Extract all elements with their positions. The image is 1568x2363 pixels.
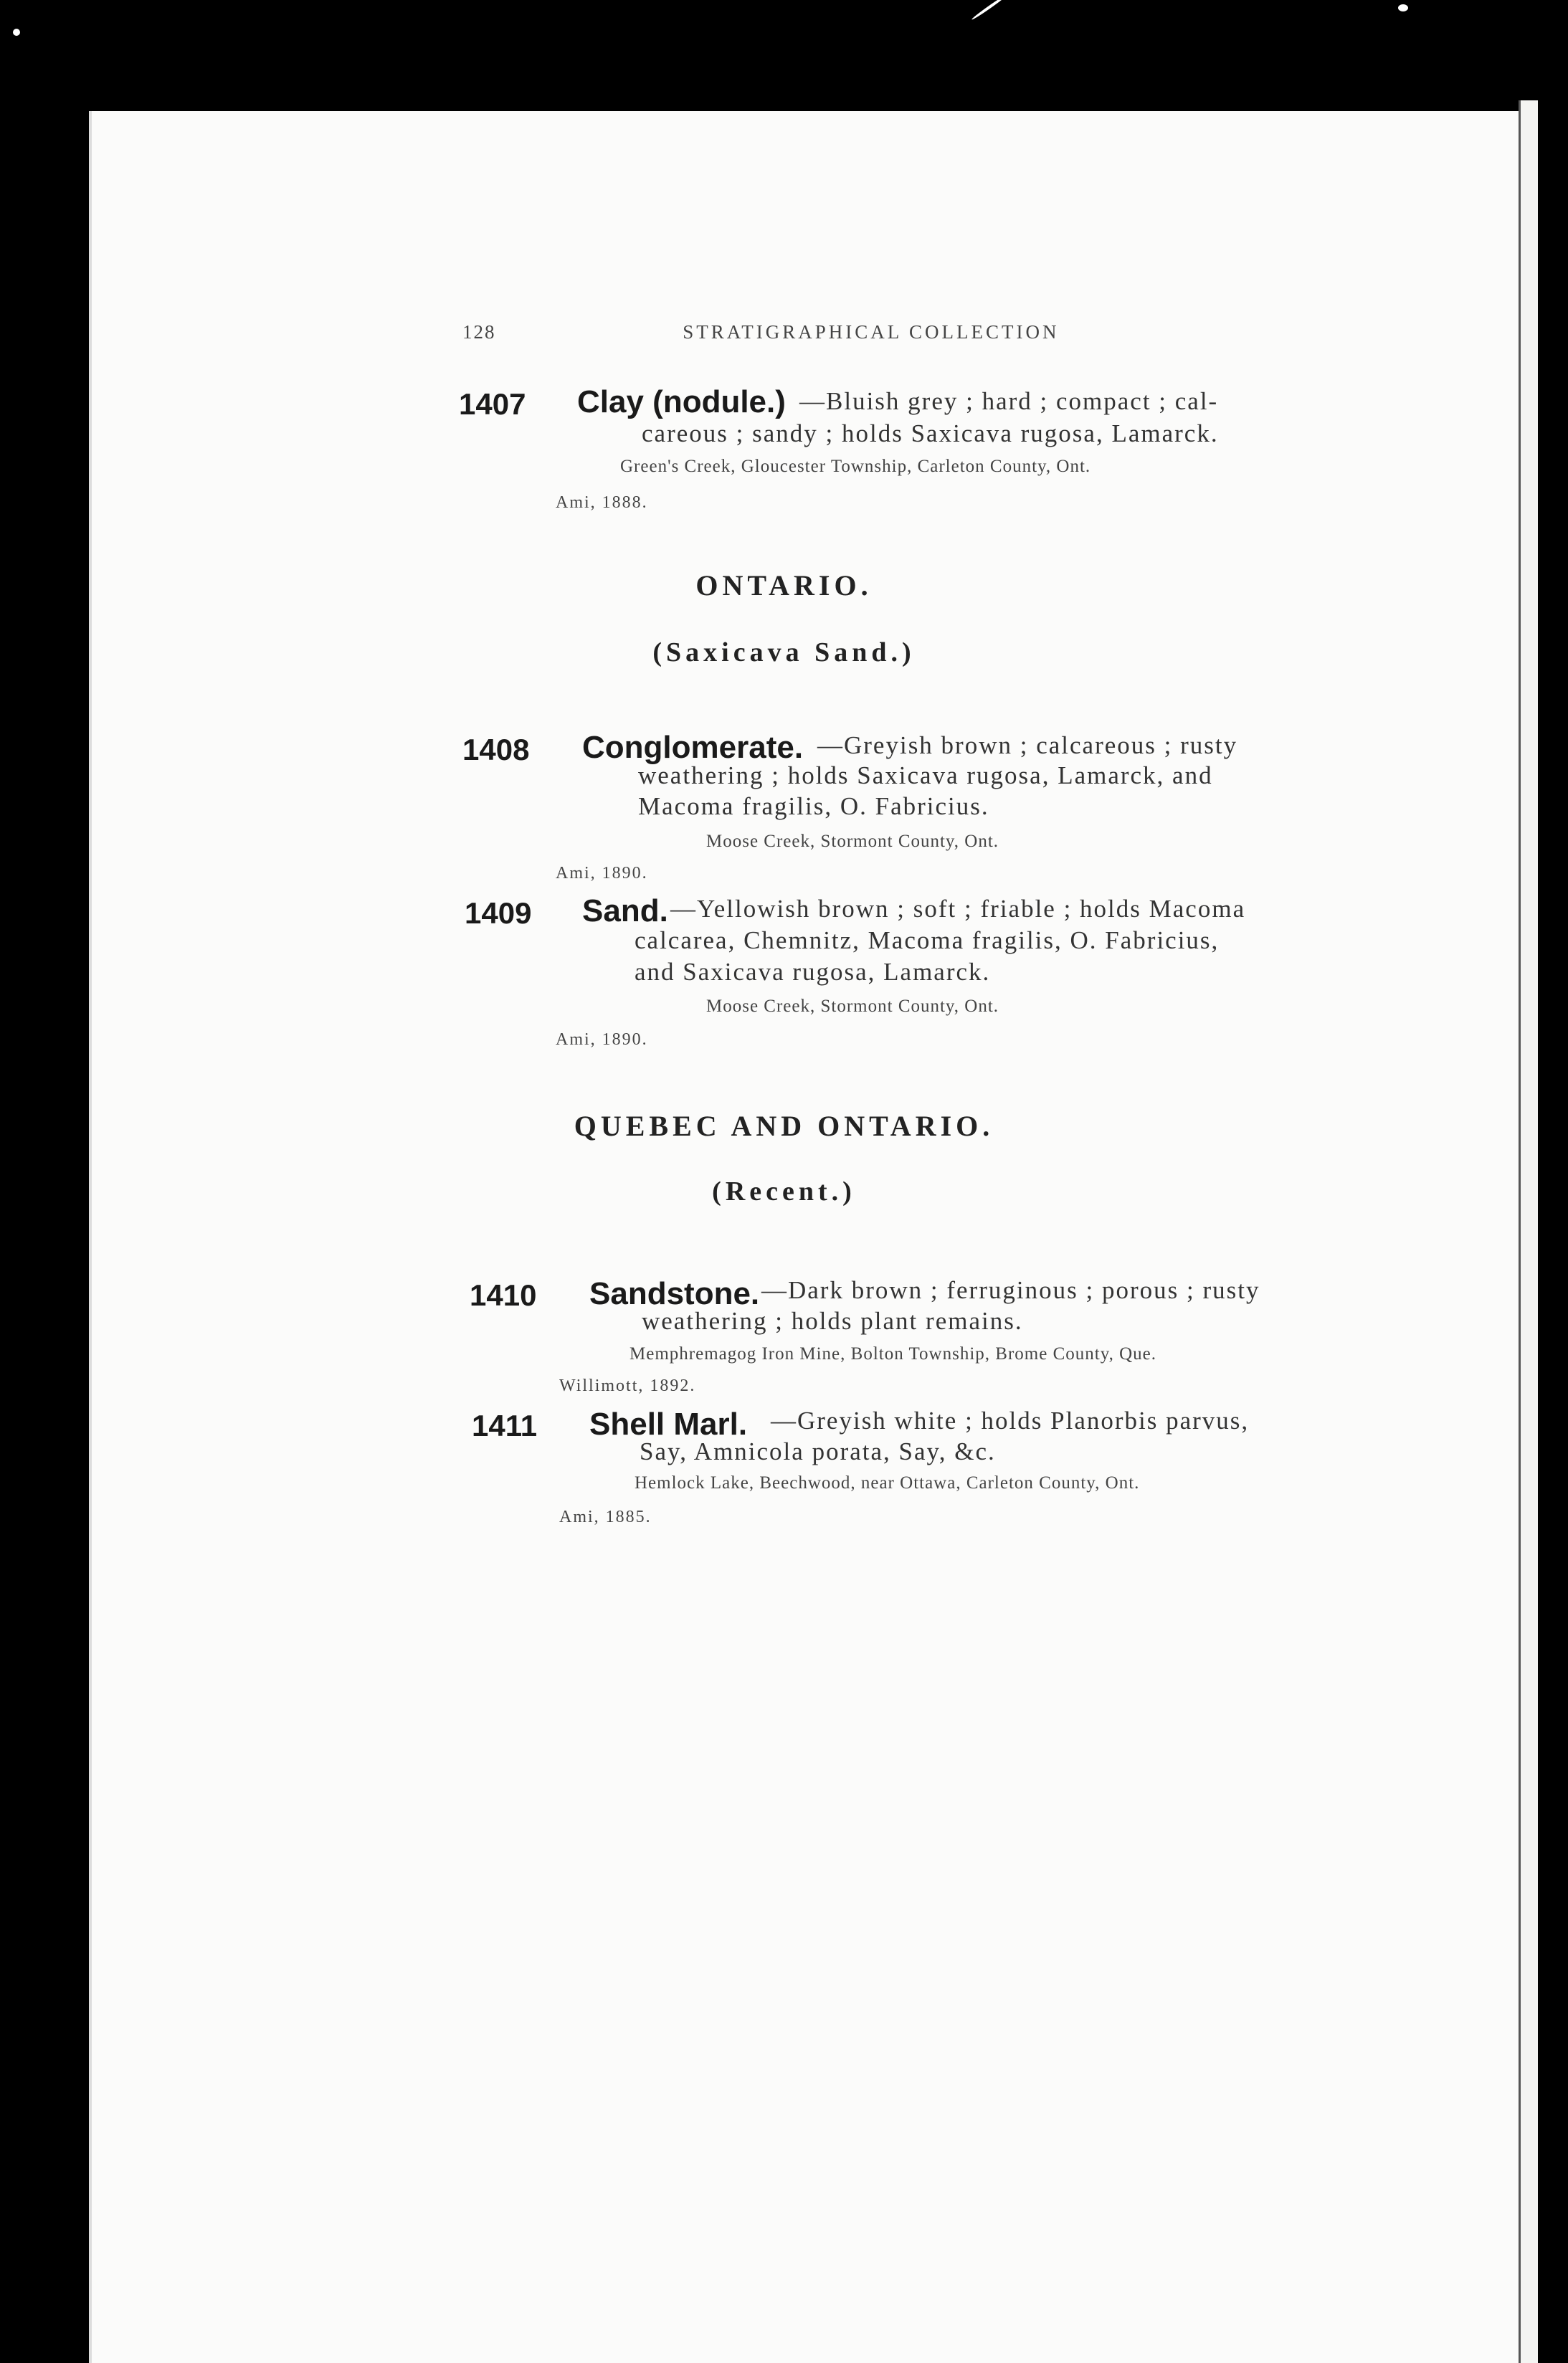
entry-number: 1407 [459,387,526,421]
entry-title: Shell Marl. [589,1407,748,1442]
entry-text-line: —Dark brown ; ferruginous ; porous ; rusty [761,1276,1260,1304]
entry-text-line: calcarea, Chemnitz, Macoma fragilis, O. Fabricius, [635,926,1220,954]
entry-text-line: weathering ; holds plant remains. [642,1307,1023,1335]
entry-text-line: —Bluish grey ; hard ; compact ; cal- [799,387,1219,415]
entry-number: 1411 [472,1409,538,1442]
entry-text-line: —Greyish brown ; calcareous ; rusty [817,731,1238,759]
scan-speck [971,0,1007,21]
entry-locality: Memphremagog Iron Mine, Bolton Township, Brome County, Que. [629,1344,1156,1364]
entry-number: 1410 [470,1278,537,1312]
section-subheading: (Recent.) [712,1176,856,1207]
scanned-page [89,111,1527,2363]
entry-collector: Ami, 1888. [556,493,648,512]
entry-title: Conglomerate. [582,730,804,765]
entry-locality: Hemlock Lake, Beechwood, near Ottawa, Carleton County, Ont. [635,1473,1140,1493]
entry-title: Sand. [582,893,668,928]
entry-number: 1409 [465,896,532,930]
entry-text-line: weathering ; holds Saxicava rugosa, Lamarck, and [638,761,1213,789]
entry-number: 1408 [462,733,530,766]
entry-collector: Willimott, 1892. [559,1377,696,1395]
entry-title: Clay (nodule.) [577,384,786,419]
entry-collector: Ami, 1890. [556,864,648,883]
scan-speck [1398,4,1408,11]
page-number: 128 [462,321,496,343]
entry-text-line: and Saxicava rugosa, Lamarck. [635,958,991,986]
entry-locality: Moose Creek, Stormont County, Ont. [706,832,999,851]
scan-speck [13,29,20,36]
section-heading: ONTARIO. [695,569,873,602]
entry-text-line: Macoma fragilis, O. Fabricius. [638,792,989,820]
section-subheading: (Saxicava Sand.) [652,637,916,667]
entry-text-line: Say, Amnicola porata, Say, &c. [640,1437,996,1465]
running-header [462,321,1060,343]
entry-text-line: —Greyish white ; holds Planorbis parvus, [771,1407,1250,1435]
entry-locality: Green's Creek, Gloucester Township, Carleton County, Ont. [620,457,1091,476]
entry-text-line: —Yellowish brown ; soft ; friable ; holds Macoma [670,895,1246,923]
running-title: STRATIGRAPHICAL COLLECTION [683,321,1060,343]
entry-locality: Moose Creek, Stormont County, Ont. [706,997,999,1016]
section-heading: QUEBEC AND ONTARIO. [574,1110,994,1142]
entry-title: Sandstone. [589,1276,760,1311]
entry-collector: Ami, 1890. [556,1030,648,1049]
entry-collector: Ami, 1885. [559,1508,652,1526]
entry-text-line: careous ; sandy ; holds Saxicava rugosa, Lamarck. [642,419,1219,447]
page-edge [1519,100,1538,2363]
